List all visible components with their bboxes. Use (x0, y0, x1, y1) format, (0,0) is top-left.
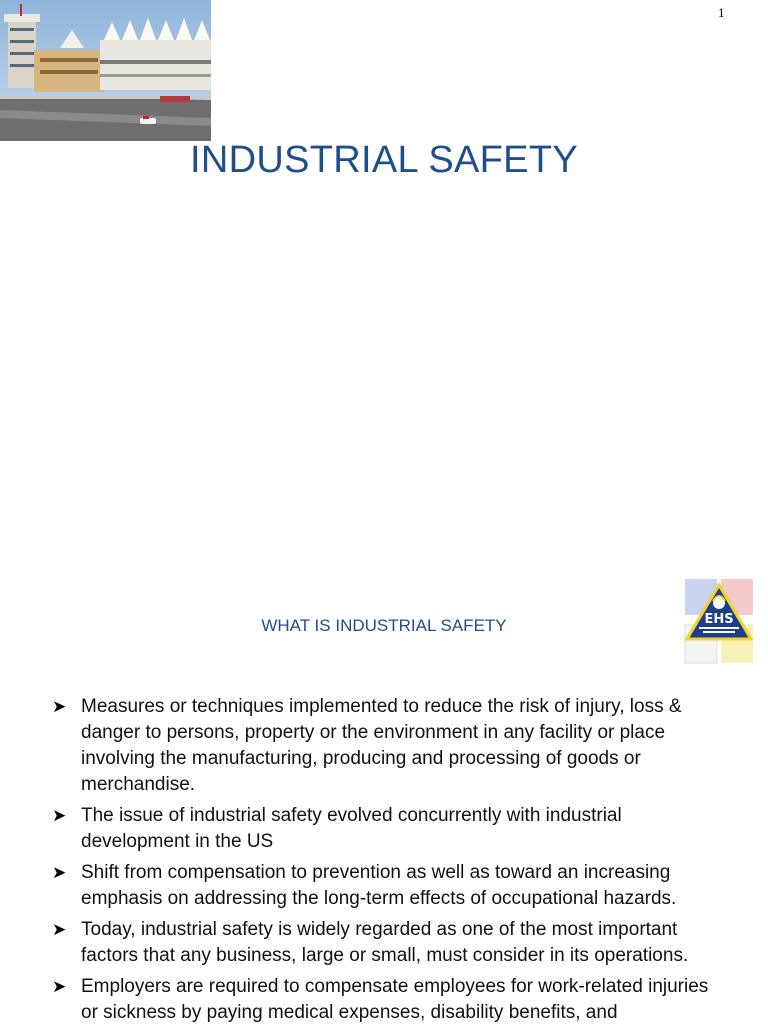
ehs-logo-icon (683, 577, 755, 665)
list-item (50, 860, 730, 912)
list-item (50, 974, 730, 1026)
bullet-text: Shift from compensation to prevention as well as toward an increasing emphasis on addressing the long-term effects of occupational hazards. (81, 862, 677, 909)
racetrack-photo-icon (0, 0, 211, 141)
bullet-text: Employers are required to compensate employees for work-related injuries or sickness by paying medical expenses, disability benefits, and (81, 976, 709, 1023)
list-item (50, 694, 730, 798)
bullet-text: Measures or techniques implemented to reduce the risk of injury, loss & danger to persons, property or the environment in any facility or place involving the manufacturing, producing and processing of goods or merchandise. (81, 696, 682, 795)
racetrack-photo (0, 0, 211, 141)
arrow-bullet-icon: ➤ (52, 697, 67, 716)
arrow-bullet-icon: ➤ (52, 806, 67, 825)
page-number: 1 (718, 5, 725, 20)
arrow-bullet-icon: ➤ (52, 863, 67, 882)
section-title: WHAT IS INDUSTRIAL SAFETY (261, 616, 507, 635)
bullet-list (50, 694, 730, 1031)
arrow-bullet-icon: ➤ (52, 920, 67, 939)
arrow-bullet-icon: ➤ (52, 977, 67, 996)
list-item (50, 803, 730, 855)
list-item (50, 917, 730, 969)
ehs-logo (683, 577, 755, 665)
bullet-text: Today, industrial safety is widely regarded as one of the most important factors that any business, large or small, must consider in its operations. (81, 919, 689, 966)
page-title: INDUSTRIAL SAFETY (190, 139, 578, 181)
logo-text: EHS (704, 612, 734, 627)
bullet-text: The issue of industrial safety evolved concurrently with industrial development in the US (81, 805, 622, 852)
